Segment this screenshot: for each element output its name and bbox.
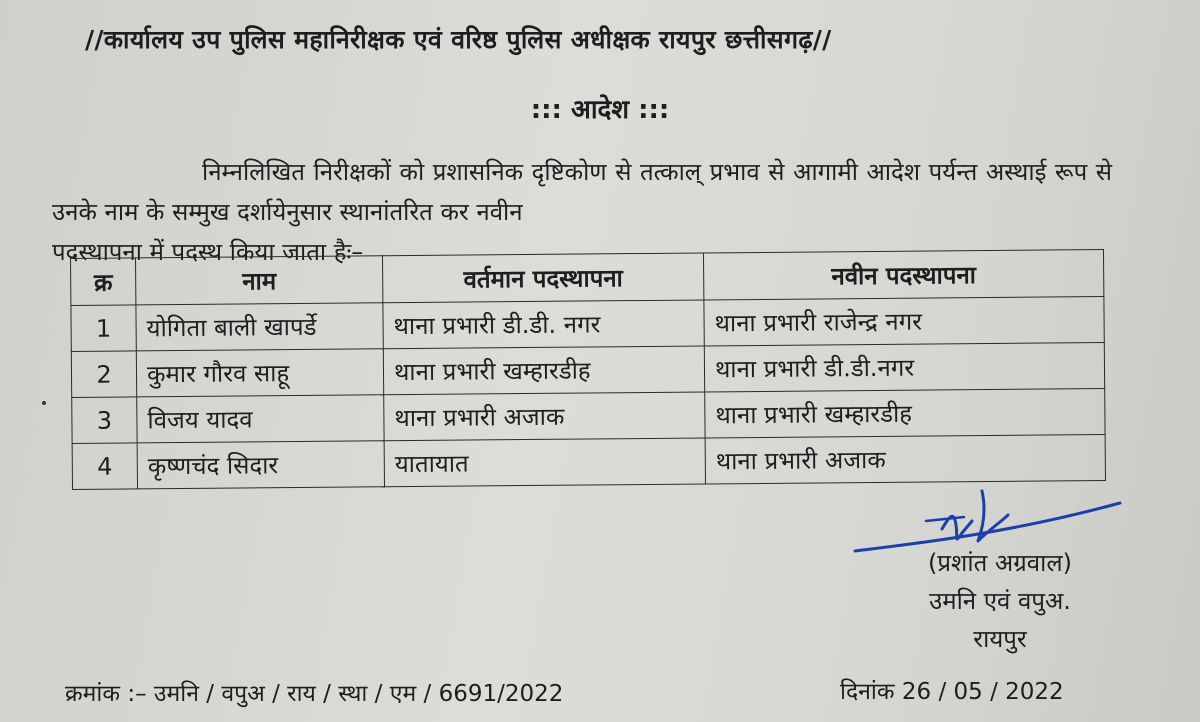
row-current-posting: यातायात <box>384 438 705 487</box>
row-current-posting: थाना प्रभारी खम्हारडीह <box>383 346 704 395</box>
transfer-table <box>70 249 1106 490</box>
row-serial: 1 <box>71 305 136 352</box>
row-name: योगिता बाली खापर्डे <box>136 303 383 351</box>
row-name: कुमार गौरव साहू <box>136 349 383 397</box>
signatory-name: (प्रशांत अग्रवाल) <box>928 549 1072 577</box>
col-header-new-posting: नवीन पदस्थापना <box>703 249 1103 299</box>
signatory-place: रायपुर <box>973 625 1027 653</box>
row-serial: 4 <box>72 443 137 490</box>
table-row <box>72 434 1105 489</box>
col-header-current-posting: वर्तमान पदस्थापना <box>382 253 703 303</box>
paragraph-line-1: निम्नलिखित निरीक्षकों को प्रशासनिक दृष्टिकोण से तत्काल् प्रभाव से आगामी <box>202 158 858 186</box>
ink-speck <box>42 401 46 405</box>
row-serial: 3 <box>72 397 137 444</box>
row-new-posting: थाना प्रभारी डी.डी.नगर <box>704 342 1104 391</box>
row-name: कृष्णचंद सिदार <box>137 441 384 489</box>
paragraph-line-2: आदेश पर्यन्त अस्थाई रूप से उनके नाम के सम्मुख दर्शायेनुसार स्थानांतरित कर नवीन <box>52 158 1113 226</box>
order-title: ::: आदेश ::: <box>530 95 670 125</box>
reference-number: क्रमांक :– उमनि / वपुअ / राय / स्था / एम / 6691/2022 <box>65 681 564 707</box>
row-new-posting: थाना प्रभारी अजाक <box>705 434 1105 483</box>
order-date: दिनांक 26 / 05 / 2022 <box>840 679 1064 705</box>
office-header: //कार्यालय उप पुलिस महानिरीक्षक एवं वरिष्ठ पुलिस अधीक्षक रायपुर छत्तीसगढ़// <box>85 25 832 54</box>
signatory-designation: उमनि एवं वपुअ. <box>929 587 1071 615</box>
col-header-serial: क्र <box>71 258 136 306</box>
row-new-posting: थाना प्रभारी खम्हारडीह <box>705 388 1105 437</box>
signatory-block <box>900 544 1100 658</box>
row-current-posting: थाना प्रभारी डी.डी. नगर <box>383 300 704 349</box>
row-current-posting: थाना प्रभारी अजाक <box>384 392 705 441</box>
row-serial: 2 <box>71 351 136 398</box>
row-name: विजय यादव <box>137 395 384 443</box>
row-new-posting: थाना प्रभारी राजेन्द्र नगर <box>704 296 1104 345</box>
paragraph-line-3: पदस्थापना में पदस्थ किया जाता हैः– <box>52 238 364 266</box>
col-header-name: नाम <box>136 256 383 305</box>
